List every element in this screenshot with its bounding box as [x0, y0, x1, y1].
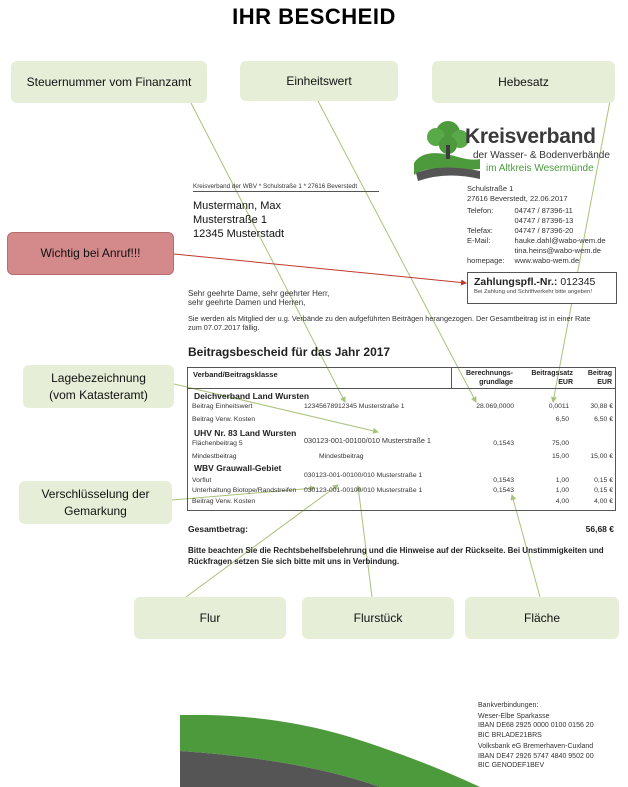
letter-body-2: zum 07.07.2017 fällig.	[188, 323, 260, 332]
th-satz-1: Beitragssatz	[531, 370, 573, 377]
homepage-url: www.wabo-wem.de	[514, 256, 580, 265]
row-beitrag: 6,50 €	[594, 416, 613, 423]
zahlungspfl-box	[467, 272, 617, 304]
email-label: E-Mail:	[467, 236, 491, 245]
callout-flur: Flur	[134, 597, 286, 639]
logo-line3: im Altkreis Wesermünde	[486, 163, 594, 174]
greeting	[188, 289, 329, 307]
row-steuernummer: 12345678912345 Musterstraße 1	[304, 403, 405, 410]
row-klasse: Beitrag Einheitswert	[192, 403, 253, 410]
bescheid-heading: Beitragsbescheid für das Jahr 2017	[188, 345, 391, 359]
callout-gemarkung-line1: Verschlüsselung der	[41, 487, 150, 502]
row-lage: 030123-001-00100/010 Musterstraße 1	[304, 487, 423, 494]
row-satz: 1,00	[555, 477, 569, 484]
row-einheitswert: 28.069,0000	[476, 403, 514, 410]
row-satz: 6,50	[555, 416, 569, 423]
sender-line: Kreisverband der WBV * Schulstraße 1 * 27616 Beverstedt	[193, 183, 379, 192]
callout-lage-line2: (vom Katasteramt)	[49, 387, 148, 402]
recipient-name: Mustermann, Max	[193, 200, 282, 212]
section-deichverband: Deichverband Land Wursten	[194, 391, 310, 401]
contact-street: Schulstraße 1	[467, 184, 514, 193]
callout-gemarkung	[19, 481, 172, 524]
logo	[410, 117, 610, 183]
callout-flurstueck: Flurstück	[302, 597, 454, 639]
telefax-label: Telefax:	[467, 226, 493, 235]
footer-swoosh	[180, 715, 480, 787]
bank-info	[478, 701, 594, 771]
recipient-address	[193, 199, 284, 241]
row-klasse: Beitrag Verw. Kosten	[192, 416, 256, 423]
row-beitrag: 30,88 €	[590, 403, 613, 410]
telefon-label: Telefon:	[467, 206, 494, 215]
gesamt-label: Gesamtbetrag:	[188, 524, 248, 534]
row-satz: 4,00	[555, 498, 569, 505]
th-beitrag	[578, 370, 612, 387]
telefon-2: 04747 / 87396-13	[514, 216, 574, 225]
row-satz: 1,00	[555, 487, 569, 494]
callout-einheitswert: Einheitswert	[240, 61, 398, 101]
table-header	[188, 368, 615, 389]
letter-body	[188, 314, 620, 332]
th-beitrag-2: EUR	[597, 378, 612, 386]
th-berechnung	[453, 370, 513, 387]
row-klasse: Flächenbeitrag 5	[192, 440, 243, 447]
row-beitrag: 15,00 €	[590, 453, 613, 460]
callout-steuernummer: Steuernummer vom Finanzamt	[11, 61, 207, 103]
logo-name: Kreisverband	[465, 125, 596, 148]
telefon-1: 04747 / 87396-11	[514, 206, 573, 215]
row-beschreibung: Mindestbeitrag	[319, 453, 364, 460]
beitrag-table	[187, 367, 616, 511]
callout-hebesatz: Hebesatz	[432, 61, 615, 103]
callout-gemarkung-line2: Gemarkung	[64, 503, 127, 518]
contact-city-date: 27616 Beverstedt, 22.06.2017	[467, 194, 568, 203]
bank2-name: Volksbank eG Bremerhaven-Cuxland	[478, 743, 594, 750]
row-lage: 030123-001-00100/010 Musterstraße 1	[304, 472, 423, 479]
th-berechnung-2: grundlage	[479, 378, 513, 386]
zahlungspfl-label: Zahlungspfl.-Nr.:	[474, 276, 558, 288]
section-wbv: WBV Grauwall-Gebiet	[194, 463, 282, 473]
row-klasse: Vorflut	[192, 477, 212, 484]
zahlungspfl-note: Bei Zahlung und Schriftverkehr bitte angeben!	[474, 289, 592, 295]
recipient-street: Musterstraße 1	[193, 214, 267, 226]
row-beitrag: 0,15 €	[594, 487, 613, 494]
row-klasse: Beitrag Verw. Kosten	[192, 498, 256, 505]
row-flaeche: 0,1543	[493, 477, 514, 484]
th-satz-2: EUR	[558, 378, 573, 386]
homepage-label: homepage:	[467, 256, 505, 265]
row-flaeche: 0,1543	[493, 487, 514, 494]
bank-title: Bankverbindungen:	[478, 702, 539, 709]
row-klasse: Mindestbeitrag	[192, 453, 237, 460]
hinweis-2: Rückfragen setzen Sie sich bitte mit uns in Verbindung.	[188, 557, 400, 566]
gesamt-value: 56,68 €	[585, 524, 614, 534]
th-verband: Verband/Beitragsklasse	[193, 370, 278, 379]
callout-flaeche: Fläche	[465, 597, 619, 639]
th-berechnung-1: Berechnungs-	[465, 370, 513, 377]
bank2-bic: BIC GENODEF1BEV	[478, 762, 545, 769]
contact-block	[467, 184, 608, 266]
bank2-iban: IBAN DE47 2926 5747 4840 9502 00	[478, 752, 594, 760]
bank1-name: Weser-Elbe Sparkasse	[478, 712, 550, 720]
callout-lagebezeichnung	[23, 365, 174, 408]
zahlungspfl-number: 012345	[560, 276, 596, 288]
logo-line2: der Wasser- & Bodenverbände	[473, 150, 610, 161]
greeting-2: sehr geehrte Damen und Herren,	[188, 298, 306, 307]
email-1: hauke.dahl@wabo-wem.de	[514, 236, 606, 245]
recipient-city: 12345 Musterstadt	[193, 228, 285, 240]
bank1-bic: BIC BRLADE21BRS	[478, 731, 542, 739]
callout-wichtig-anruf: Wichtig bei Anruf!!!	[7, 232, 174, 275]
row-lage: 030123-001-00100/010 Musterstraße 1	[304, 436, 431, 445]
row-flaeche: 0,1543	[493, 440, 514, 447]
th-beitrag-1: Beitrag	[587, 370, 612, 377]
th-satz	[523, 370, 573, 387]
telefax-number: 04747 / 87396-20	[514, 226, 574, 235]
greeting-1: Sehr geehrte Dame, sehr geehrter Herr,	[188, 289, 330, 298]
row-klasse: Unterhaltung Biotope/Randstreifen	[192, 487, 297, 494]
row-beitrag: 4,00 €	[594, 498, 613, 505]
hinweis-1: Bitte beachten Sie die Rechtsbehelfsbelehrung und die Hinweise auf der Rückseite. Bei Unstimmigkeiten und	[188, 546, 604, 555]
row-beitrag: 0,15 €	[594, 477, 613, 484]
row-hebesatz: 0,0011	[548, 403, 569, 410]
page-title: IHR BESCHEID	[232, 4, 396, 29]
letter-body-1: Sie werden als Mitglied der u.g. Verbände zu den aufgeführten Beiträgen herangezogen. Der Gesamtbeitrag ist in einer Rate	[188, 314, 591, 323]
row-satz: 75,00	[551, 440, 569, 447]
hinweis	[188, 545, 604, 567]
email-2: tina.heins@wabo-wem.de	[514, 246, 601, 255]
callout-lage-line1: Lagebezeichnung	[51, 371, 146, 386]
row-satz: 15,00	[551, 453, 569, 460]
line-anruf	[174, 254, 466, 283]
section-uhv: UHV Nr. 83 Land Wursten	[194, 428, 297, 438]
bank1-iban: IBAN DE68 2925 0000 0100 0156 20	[478, 722, 594, 729]
